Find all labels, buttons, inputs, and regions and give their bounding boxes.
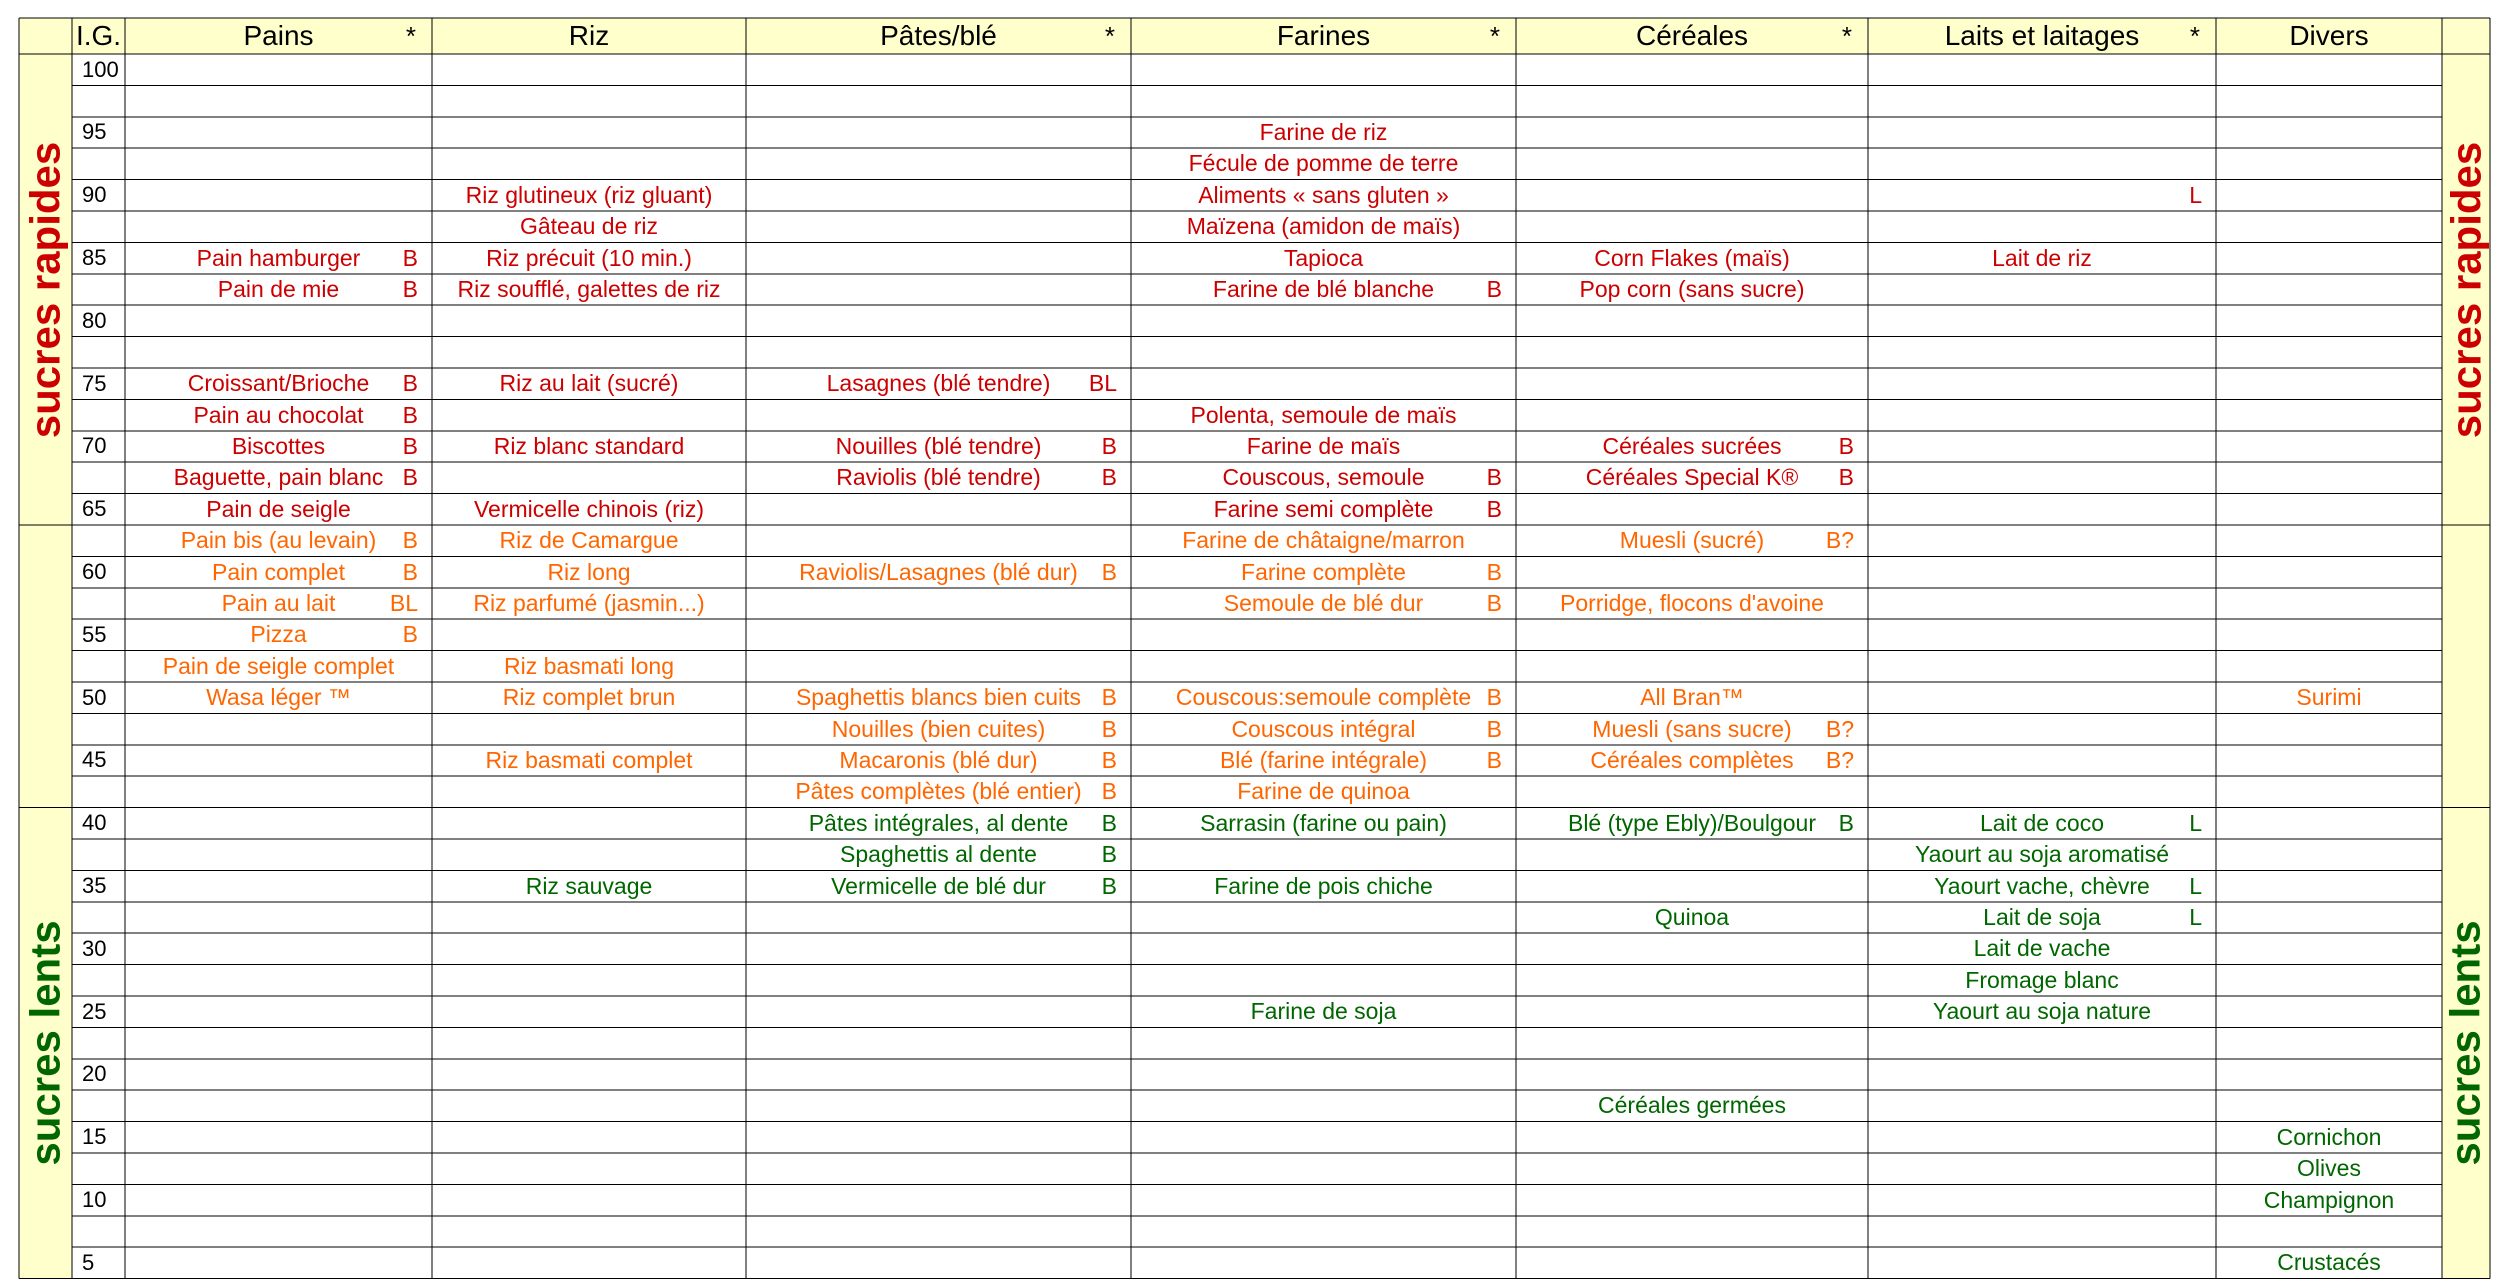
food-farines: Farine de pois chiche (1214, 872, 1433, 899)
ig-value: 50 (82, 684, 107, 710)
marker-laits: L (2189, 872, 2202, 899)
food-laits: Lait de vache (1973, 935, 2111, 962)
header-laits: Laits et laitages (1944, 20, 2140, 51)
header-pains: Pains (243, 20, 314, 51)
food-pains: Pain au chocolat (193, 401, 364, 428)
food-pates: Macaronis (blé dur) (839, 746, 1038, 773)
food-farines: Polenta, semoule de maïs (1190, 401, 1457, 428)
food-farines: Farine de maïs (1246, 432, 1401, 459)
ig-value: 30 (82, 935, 107, 961)
header-pains-star: * (405, 21, 416, 51)
food-pates: Lasagnes (blé tendre) (826, 370, 1051, 397)
ig-value: 80 (82, 307, 107, 333)
food-pates: Raviolis (blé tendre) (836, 464, 1041, 491)
food-riz: Riz blanc standard (493, 432, 685, 459)
ig-value: 15 (82, 1124, 107, 1150)
marker-pates: B (1101, 778, 1117, 805)
ig-value: 70 (82, 433, 107, 459)
food-laits: Lait de riz (1992, 244, 2092, 271)
marker-cereales: B (1838, 464, 1854, 491)
marker-farines: B (1486, 684, 1502, 711)
food-farines: Maïzena (amidon de maïs) (1186, 213, 1461, 240)
marker-pains: B (402, 558, 418, 585)
marker-pains: B (402, 370, 418, 397)
food-cereales: Muesli (sucré) (1619, 527, 1765, 554)
marker-pains: B (402, 401, 418, 428)
food-pains: Pain de seigle (206, 495, 351, 522)
marker-pains: B (402, 275, 418, 302)
food-farines: Farine de riz (1259, 118, 1388, 145)
food-cereales: All Bran™ (1640, 684, 1744, 711)
food-riz: Vermicelle chinois (riz) (473, 495, 705, 522)
food-pains: Wasa léger ™ (206, 684, 351, 711)
food-riz: Riz basmati long (503, 652, 675, 679)
marker-pates: B (1101, 432, 1117, 459)
food-cereales: Blé (type Ebly)/Boulgour (1567, 809, 1816, 836)
food-cereales: Céréales complètes (1590, 746, 1794, 773)
ig-value: 60 (82, 559, 107, 585)
food-pates: Vermicelle de blé dur (831, 872, 1046, 899)
food-pates: Nouilles (bien cuites) (831, 715, 1046, 742)
marker-cereales: B? (1825, 715, 1854, 742)
food-riz: Riz au lait (sucré) (499, 370, 679, 397)
food-divers: Cornichon (2276, 1123, 2382, 1150)
food-laits: Yaourt vache, chèvre (1934, 872, 2150, 899)
food-riz: Riz précuit (10 min.) (486, 244, 692, 271)
header-cereales: Céréales (1635, 20, 1749, 51)
ig-value: 75 (82, 370, 107, 396)
food-farines: Fécule de pomme de terre (1188, 150, 1459, 177)
side-label-text: sucres rapides (21, 141, 69, 438)
food-pains: Pain au lait (221, 589, 336, 616)
food-pains: Pain complet (212, 558, 345, 585)
marker-farines: B (1486, 558, 1502, 585)
food-laits: Yaourt au soja aromatisé (1915, 841, 2169, 868)
marker-pates: B (1101, 746, 1117, 773)
food-pates: Pâtes complètes (blé entier) (795, 778, 1082, 805)
food-cereales: Céréales Special K® (1585, 464, 1799, 491)
marker-farines: B (1486, 715, 1502, 742)
food-farines: Farine complète (1241, 558, 1406, 585)
ig-value: 25 (82, 998, 107, 1024)
header-pates-star: * (1104, 21, 1115, 51)
side-label-fast-right (2442, 54, 2490, 525)
ig-value: 65 (82, 496, 107, 522)
food-pates: Pâtes intégrales, al dente (808, 809, 1069, 836)
marker-pates: B (1101, 464, 1117, 491)
ig-value: 20 (82, 1061, 107, 1087)
side-label-text: sucres rapides (2442, 141, 2490, 438)
food-pains: Pain bis (au levain) (180, 527, 377, 554)
food-riz: Riz long (547, 558, 631, 585)
food-cereales: Pop corn (sans sucre) (1579, 275, 1805, 302)
food-pains: Pain de mie (217, 275, 340, 302)
header-pates: Pâtes/blé (880, 20, 997, 51)
marker-pains: B (402, 464, 418, 491)
food-farines: Farine de soja (1250, 998, 1397, 1025)
marker-farines: B (1486, 589, 1502, 616)
food-cereales: Céréales germées (1598, 1092, 1786, 1119)
marker-laits: L (2189, 181, 2202, 208)
side-label-slow-right (2442, 808, 2490, 1279)
food-farines: Blé (farine intégrale) (1219, 746, 1428, 773)
food-riz: Riz de Camargue (499, 527, 679, 554)
marker-farines: B (1486, 495, 1502, 522)
marker-cereales: B (1838, 432, 1854, 459)
food-laits: Lait de soja (1983, 903, 2101, 930)
ig-value: 40 (82, 810, 107, 836)
marker-cereales: B? (1825, 527, 1854, 554)
marker-pates: BL (1088, 370, 1117, 397)
food-pains: Biscottes (231, 432, 326, 459)
marker-pains: B (402, 432, 418, 459)
food-farines: Couscous intégral (1231, 715, 1416, 742)
marker-pates: B (1101, 809, 1117, 836)
food-divers: Champignon (2263, 1186, 2395, 1213)
ig-value: 85 (82, 245, 107, 271)
ig-value: 95 (82, 119, 107, 145)
header-riz: Riz (568, 20, 610, 51)
marker-laits: L (2189, 809, 2202, 836)
food-pains: Pain de seigle complet (162, 652, 395, 679)
food-cereales: Céréales sucrées (1602, 432, 1782, 459)
marker-pains: B (402, 244, 418, 271)
ig-value: 100 (82, 56, 119, 82)
ig-value: 5 (82, 1249, 95, 1275)
food-farines: Farine de quinoa (1237, 778, 1410, 805)
food-laits: Yaourt au soja nature (1932, 998, 2152, 1025)
marker-pates: B (1101, 841, 1117, 868)
marker-farines: B (1486, 464, 1502, 491)
side-label-fast-left (19, 54, 72, 525)
marker-pains: BL (389, 589, 418, 616)
food-pains: Croissant/Brioche (187, 370, 370, 397)
header-cereales-star: * (1841, 21, 1852, 51)
food-farines: Couscous, semoule (1222, 464, 1425, 491)
ig-value: 10 (82, 1187, 107, 1213)
header-ig: I.G. (75, 20, 122, 51)
marker-pates: B (1101, 684, 1117, 711)
food-cereales: Corn Flakes (maïs) (1594, 244, 1790, 271)
food-riz: Riz sauvage (525, 872, 653, 899)
food-riz: Riz parfumé (jasmin...) (473, 589, 705, 616)
header-farines: Farines (1276, 20, 1371, 51)
marker-pates: B (1101, 715, 1117, 742)
food-pains: Pizza (250, 621, 307, 648)
food-laits: Lait de coco (1979, 809, 2105, 836)
food-farines: Tapioca (1283, 244, 1364, 271)
food-divers: Surimi (2296, 684, 2362, 711)
ig-value: 55 (82, 621, 107, 647)
marker-farines: B (1486, 746, 1502, 773)
food-farines: Sarrasin (farine ou pain) (1200, 809, 1447, 836)
header-divers: Divers (2289, 20, 2369, 51)
food-farines: Farine de châtaigne/marron (1182, 527, 1465, 554)
food-farines: Farine de blé blanche (1212, 275, 1435, 302)
food-pates: Raviolis/Lasagnes (blé dur) (799, 558, 1078, 585)
header-laits-star: * (2189, 21, 2200, 51)
header-farines-star: * (1489, 21, 1500, 51)
food-riz: Gâteau de riz (519, 213, 659, 240)
food-farines: Couscous:semoule complète (1175, 684, 1472, 711)
food-pates: Nouilles (blé tendre) (835, 432, 1042, 459)
food-pates: Spaghettis blancs bien cuits (795, 684, 1082, 711)
food-farines: Semoule de blé dur (1223, 589, 1424, 616)
food-farines: Aliments « sans gluten » (1198, 181, 1449, 208)
food-cereales: Quinoa (1654, 903, 1730, 930)
food-divers: Olives (2297, 1155, 2361, 1182)
food-pains: Pain hamburger (196, 244, 361, 271)
marker-pates: B (1101, 872, 1117, 899)
food-divers: Crustacés (2277, 1249, 2381, 1276)
ig-value: 90 (82, 182, 107, 208)
marker-cereales: B? (1825, 746, 1854, 773)
food-pates: Spaghettis al dente (840, 841, 1037, 868)
side-label-text: sucres lents (21, 920, 69, 1166)
marker-pates: B (1101, 558, 1117, 585)
food-laits: Fromage blanc (1965, 966, 2119, 993)
marker-laits: L (2189, 903, 2202, 930)
food-riz: Riz soufflé, galettes de riz (457, 275, 721, 302)
marker-farines: B (1486, 275, 1502, 302)
food-farines: Farine semi complète (1213, 495, 1434, 522)
side-label-slow-left (19, 808, 72, 1279)
food-riz: Riz glutineux (riz gluant) (465, 181, 713, 208)
food-pains: Baguette, pain blanc (173, 464, 384, 491)
marker-cereales: B (1838, 809, 1854, 836)
ig-value: 35 (82, 873, 107, 899)
ig-value: 45 (82, 747, 107, 773)
food-riz: Riz basmati complet (485, 746, 693, 773)
side-label-text: sucres lents (2442, 920, 2490, 1166)
food-cereales: Porridge, flocons d'avoine (1560, 589, 1824, 616)
marker-pains: B (402, 621, 418, 648)
marker-pains: B (402, 527, 418, 554)
food-riz: Riz complet brun (502, 684, 676, 711)
food-cereales: Muesli (sans sucre) (1592, 715, 1792, 742)
